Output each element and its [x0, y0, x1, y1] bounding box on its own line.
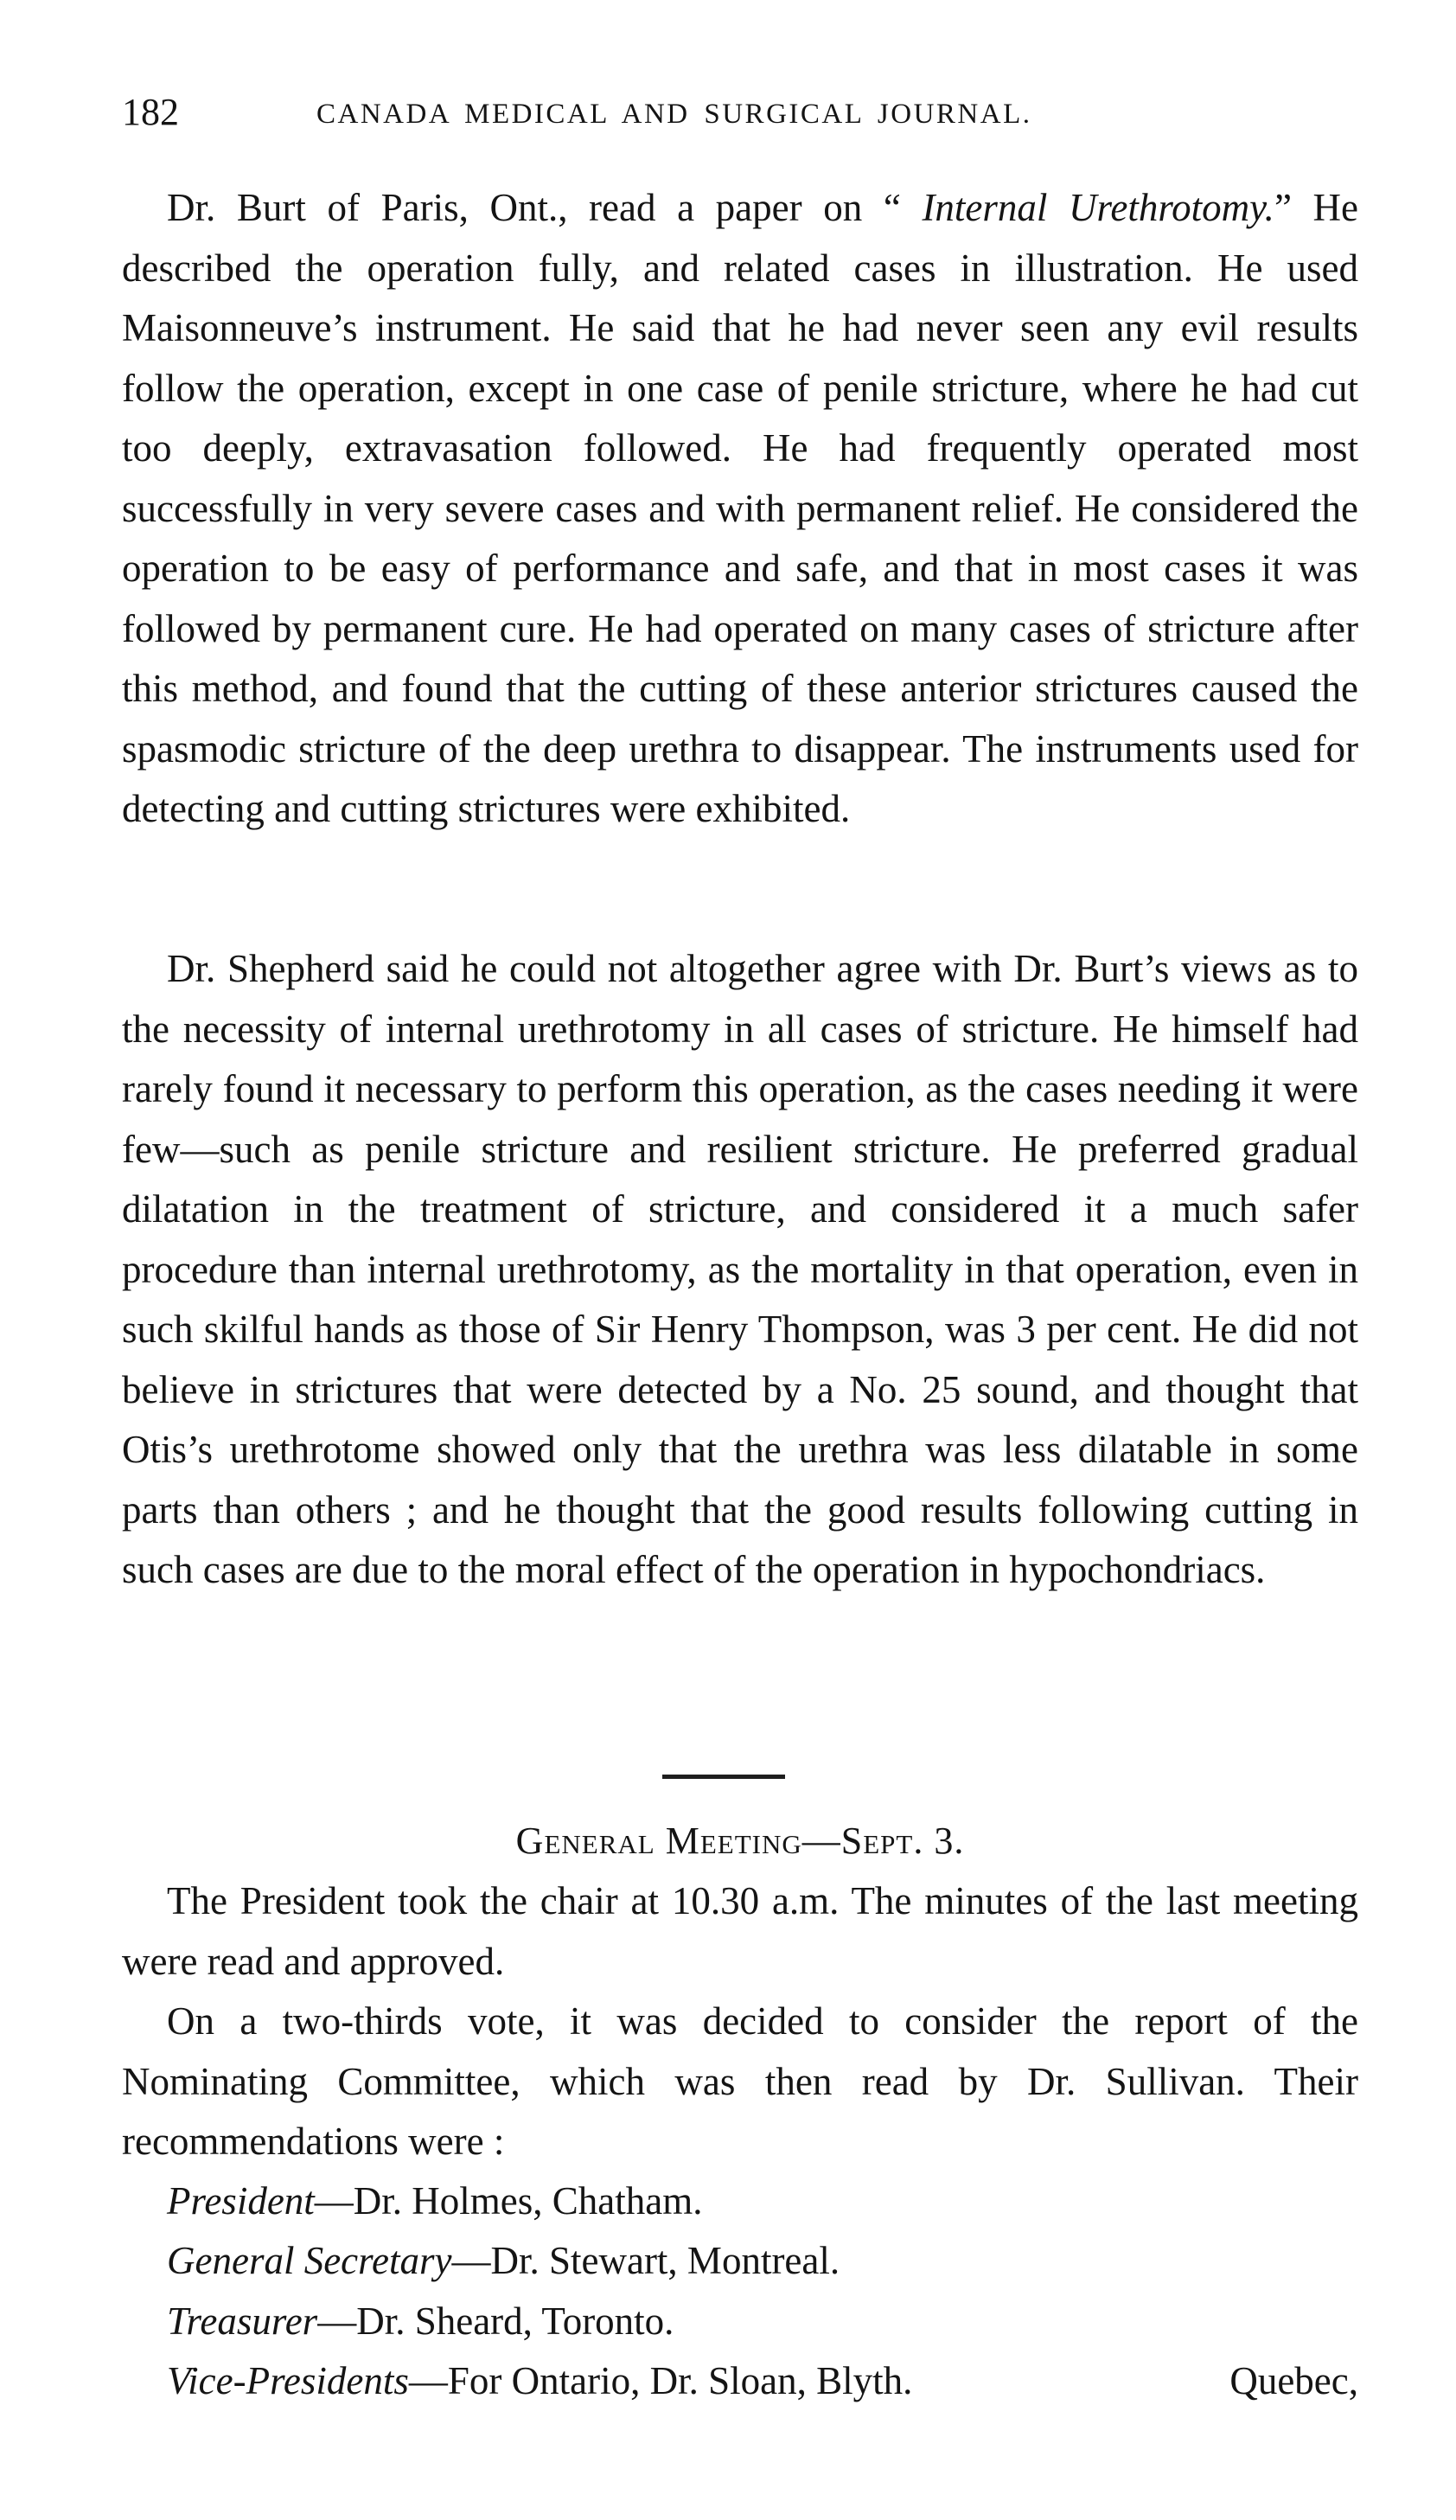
paragraph-text: ” He described the operation fully, and related cases in illustration. He used Maisonneuve’s instrument. He said that he had never seen any evil results follow the operation, except in one case of penile stricture, where he had cut too deeply, extravasation followed. He had frequently operated most successfully in very severe cases and with permanent relief. He considered the operation to be easy of performance and safe, and that in most cases it was followed by permanent cure. He had operated on many cases of stricture after this method, and found that the cutting of these anterior strictures caused the spasmodic stricture of the deep urethra to disappear. The instruments used for detecting and cutting strictures were exhibited.: [122, 186, 1358, 830]
paragraph-nominating-vote: On a two-thirds vote, it was decided to consider the report of the Nominating Committee, which was then read by Dr. Sullivan. Their recommendations were :: [122, 1999, 1358, 2163]
officer-role: President: [167, 2179, 315, 2223]
paper-title: Internal Urethrotomy.: [922, 186, 1274, 229]
page-number: 182: [122, 91, 179, 133]
paragraph-president-chair: The President took the chair at 10.30 a.m. The minutes of the last meeting were read and approved.: [122, 1879, 1358, 1983]
officer-general-secretary: [167, 2231, 1358, 2292]
section-heading: General Meeting—Sept. 3.: [515, 1820, 965, 1862]
officer-treasurer: [167, 2292, 1358, 2352]
officer-detail: —For Ontario, Dr. Sloan, Blyth.: [408, 2359, 913, 2402]
paragraph-text: Dr. Burt of Paris, Ont., read a paper on “: [167, 186, 923, 229]
officer-detail: —Dr. Holmes, Chatham.: [314, 2179, 703, 2223]
running-head: [122, 86, 1358, 138]
journal-title: CANADA MEDICAL AND SURGICAL JOURNAL.: [316, 99, 1032, 130]
paragraph-burt-urethrotomy: [122, 178, 1358, 840]
section-divider: [662, 1775, 785, 1779]
officer-detail: —Dr. Sheard, Toronto.: [317, 2299, 674, 2343]
paragraph-shepherd-reply: Dr. Shepherd said he could not altogether agree with Dr. Burt’s views as to the necessity of internal urethrotomy in all cases of stricture. He himself had rarely found it necessary to perform this operation, as the cases needing it were few—such as penile stricture and resilient stricture. He preferred gradual dilatation in the treatment of stricture, and considered it a much safer procedure than internal urethrotomy, as the mortality in that operation, even in such skilful hands as those of Sir Henry Thompson, was 3 per cent. He did not believe in strictures that were detected by a No. 25 sound, and thought that Otis’s urethrotome showed only that the urethra was less dilatable in some parts than others ; and he thought that the good results following cutting in such cases are due to the moral effect of the operation in hypochondriacs.: [122, 947, 1358, 1591]
continuation-text: Quebec,: [1229, 2359, 1358, 2402]
officer-role: General Secretary: [167, 2239, 452, 2282]
officer-role: Vice-Presidents: [167, 2359, 409, 2402]
officer-vp-main: [167, 2351, 912, 2412]
officer-detail: —Dr. Stewart, Montreal.: [451, 2239, 840, 2282]
officer-role: Treasurer: [167, 2299, 318, 2343]
officer-vice-presidents: [167, 2351, 1358, 2412]
officer-president: [167, 2171, 1358, 2232]
